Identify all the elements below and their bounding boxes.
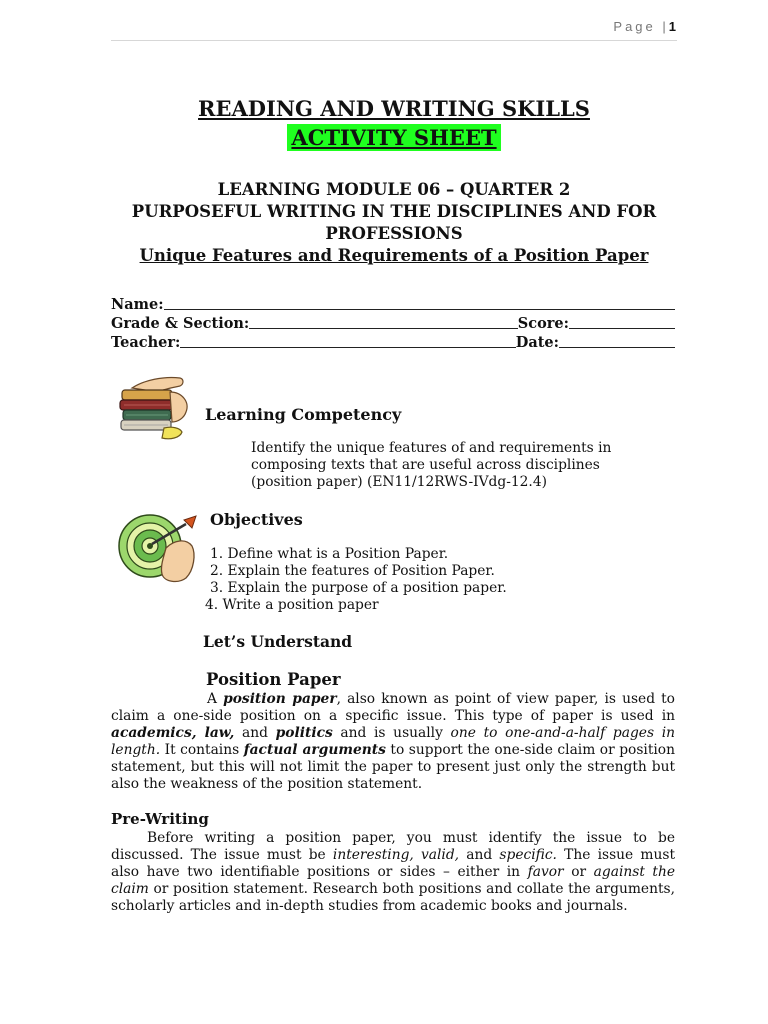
pw-term-favor: favor (527, 864, 564, 880)
objective-item: 2. Explain the features of Position Paper. (210, 563, 495, 579)
position-paper-paragraph (111, 691, 675, 793)
grade-section-label: Grade & Section: (111, 315, 250, 332)
objective-item: 1. Define what is a Position Paper. (210, 546, 449, 562)
name-label: Name: (111, 296, 164, 313)
pp-term-position-paper: position paper (223, 691, 337, 707)
pp-text: and is usually (332, 725, 451, 741)
pp-term-politics: politics (275, 725, 333, 741)
books-hand-icon (114, 370, 192, 448)
pp-term-factual-arguments: factual arguments (243, 742, 386, 758)
objective-item: 4. Write a position paper (205, 597, 379, 613)
header-rule (111, 40, 677, 41)
lets-understand-heading: Let’s Understand (203, 632, 353, 651)
pw-text: or position statement. Research both positions and collate the arguments, scholarly articles and in-depth studies from academic books and journals. (111, 881, 675, 914)
prewriting-paragraph (111, 830, 675, 915)
name-blank[interactable] (164, 295, 675, 310)
module-line: LEARNING MODULE 06 – QUARTER 2 (217, 180, 571, 199)
page-number (613, 19, 676, 34)
pp-text: A (207, 691, 224, 707)
pp-text: , also known as point of view paper, is used to claim a one-side position on a specific issue. This type of paper is used in (111, 691, 675, 724)
dart-target-icon (116, 512, 200, 588)
date-blank[interactable] (559, 333, 675, 348)
competency-line-1: Identify the unique features of and requirements in (251, 440, 612, 456)
teacher-date-row (111, 332, 675, 351)
page-number-value: 1 (668, 19, 676, 34)
grade-score-row (111, 313, 675, 332)
pp-text: It contains (160, 742, 244, 758)
score-blank[interactable] (569, 314, 675, 329)
teacher-blank[interactable] (180, 333, 515, 348)
objectives-list (205, 546, 625, 614)
position-paper-heading: Position Paper (206, 670, 341, 689)
date-label: Date: (515, 334, 559, 351)
document-title: READING AND WRITING SKILLS (198, 96, 590, 121)
activity-sheet-title: ACTIVITY SHEET (287, 124, 500, 151)
competency-line-3: (position paper) (EN11/12RWS-IVdg-12.4) (251, 474, 547, 490)
teacher-label: Teacher: (111, 334, 181, 351)
pw-text: or (563, 864, 594, 880)
pw-term-specific: specific. (499, 847, 557, 863)
pw-text: and (459, 847, 500, 863)
pp-term-length: one to one-and-a-half pages in length. (111, 725, 675, 758)
pw-text: The issue must also have two identifiable positions or sides – either in (111, 847, 675, 880)
page-label: Page | (613, 19, 669, 34)
prewriting-heading: Pre-Writing (111, 810, 209, 828)
competency-line-2: composing texts that are useful across disciplines (251, 457, 600, 473)
learning-competency-text (251, 440, 651, 491)
module-topic-line1: PURPOSEFUL WRITING IN THE DISCIPLINES AND FOR (131, 202, 657, 221)
activity-sheet-title-wrap (0, 124, 768, 151)
grade-section-blank[interactable] (249, 314, 518, 329)
objectives-heading: Objectives (210, 510, 303, 529)
pw-term-interesting-valid: interesting, valid, (332, 847, 460, 863)
pp-term-academics-law: academics, law, (111, 725, 235, 741)
pw-text: Before writing a position paper, you must identify the issue to be discussed. The issue must be (111, 830, 675, 863)
pp-text: to support the one-side claim or position statement, but this will not limit the paper to present just only the strength but also the weakness of the position statement. (111, 742, 675, 792)
objective-item: 3. Explain the purpose of a position paper. (210, 580, 507, 596)
pp-text: and (234, 725, 276, 741)
learning-competency-heading: Learning Competency (205, 405, 402, 424)
pw-term-against-claim: against the claim (111, 864, 676, 897)
name-field[interactable] (111, 294, 675, 313)
module-subtitle: Unique Features and Requirements of a Position Paper (139, 246, 649, 265)
module-topic-line2: PROFESSIONS (325, 224, 463, 243)
score-label: Score: (517, 315, 569, 332)
